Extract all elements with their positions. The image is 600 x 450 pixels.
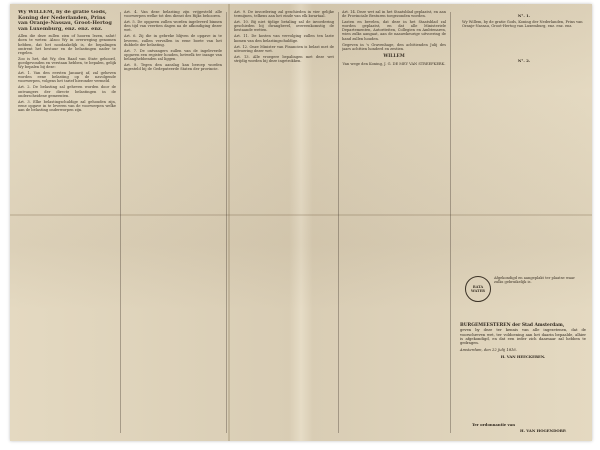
paragraph: Art. 12. Onze Minister van Financien is belast met de uitvoering dezer wet.	[234, 44, 334, 53]
royal-signature: WILLEM	[383, 53, 405, 59]
paragraph: Art. 4. Van deze belasting zijn vrijgesteld alle voorwerpen welke tot den dienst des Rijks behooren.	[124, 10, 222, 19]
column-separator	[226, 12, 227, 433]
section-number: N°. 1.	[517, 13, 531, 18]
proclamation-text: geven by deze ter kennis van alle ingezetenen, dat de voorschreven wet, ter voldoening aan het daarin bepaalde, alhier is afgekondigd, en dat een ieder zich daarnaar zal hebben te gedragen.	[460, 328, 586, 346]
right-column-text: Wy Willem, by de gratie Gods, Koning der Nederlanden, Prins van Oranje-Nassau, Groot-Hertog van Luxemburg, enz. enz. enz.	[462, 20, 583, 29]
paragraph: Art. 7. De ontvangers zullen van de ingeleverde opgaven een register houden, hetwelk ter inzage van belanghebbenden zal liggen.	[124, 48, 222, 61]
paragraph: Art. 14. Deze wet zal in het Staatsblad geplaatst, en aan de Provinciale Besturen toegezonden worden.	[342, 10, 446, 19]
paragraph: Zoo is het, dat Wy, den Raad van State gehoord, goedgevonden en verstaan hebben, te bepalen, gelijk Wy bepalen bij deze:	[18, 56, 116, 70]
paragraph: Art. 9. De invordering zal geschieden in vier gelijke termijnen, telkens aan het einde van elk kwartaal.	[234, 10, 334, 19]
burgomaster-proclamation	[460, 324, 586, 359]
column-separator	[450, 12, 451, 433]
vertical-fold	[228, 4, 230, 441]
paragraph: Art. 8. Tegen den aanslag kan beroep worden ingesteld bij de Gedeputeerde Staten der provincie.	[124, 63, 222, 72]
paragraph: Art. 1. Van den eersten Januarij af, zal geheven worden eene belasting op de navolgende voorwerpen, volgens het tarief hieronder vermeld.	[18, 71, 116, 84]
column-separator	[338, 12, 339, 433]
paragraph: Art. 6. Zij die in gebreke blijven de opgave in te leveren, zullen vervallen in eene boete van het dubbele der belasting.	[124, 34, 222, 47]
column-separator	[120, 12, 121, 433]
right-column	[462, 10, 586, 435]
footer-signature: H. VAN HOGENDORP.	[520, 428, 567, 433]
paragraph: Art. 2. De belasting zal geheven worden door de ontvangers der directe belastingen in de onderscheidene gemeenten.	[18, 85, 116, 98]
opening-line: Wy WILLEM, by de gratie Gods, Koning der Nederlanden, Prins van Oranje-Nassau, Groot-Hertog van Luxemburg, enz. enz. enz.	[18, 10, 112, 32]
section-number: N°. 2.	[517, 57, 531, 63]
paragraph: Art. 3. Elke belastingschuldige zal gehouden zijn, eene opgave in te leveren van de voorwerpen welke aan de belasting onderworpen zijn.	[18, 99, 116, 112]
place-date: Amsterdam, den 22 Julij 1816.	[460, 348, 517, 353]
paragraph: Art. 13. Alle vroegere bepalingen met deze wet strijdig worden bij deze ingetrokken.	[234, 54, 334, 63]
paragraph: Allen die deze zullen zien of hooren lezen, salut! doen te weten: Alzoo Wy in overweging genomen hebben, dat het noodzakelijk is, de bepalingen omtrent het bestuur en de belastingen nader te regelen.	[18, 34, 116, 55]
text-column-4	[342, 10, 446, 435]
footer-label: Ter ordonnantie van	[472, 422, 515, 427]
paragraph: Art. 10. Bij niet tijdige betaling zal de invordering geschieden bij dwangbevel, overeenkomstig de bestaande wetten.	[234, 20, 334, 33]
stamp-text: Afgekondigd en aangeplakt ter plaatse waar zulks gebruikelijk is.	[494, 276, 575, 285]
text-column-1	[18, 10, 116, 435]
burgomaster-signature: H. VAN HEECKEREN.	[500, 354, 546, 359]
seal-stamp: RATA WATER	[465, 276, 491, 302]
paragraph: Gegeven in 's Gravenhage, den achttienden Julij des jaars achttien honderd en zestien.	[342, 42, 446, 51]
text-column-3	[234, 10, 334, 435]
paragraph: Lasten en bevelen, dat deze in het Staatsblad zal worden geplaatst, en dat alle Ministeriele Departementen, Autoriteiten, Collegien en Ambtenaren, wien zulks aangaat, aan de naauwkeurige uitvoering de hand zullen houden.	[342, 20, 446, 41]
proclamation-lead: BURGEMEESTEREN der Stad Amsterdam,	[460, 323, 565, 328]
paragraph: Art. 5. De opgaven zullen worden ingeleverd binnen den tijd van veertien dagen na de afkondiging dezer wet.	[124, 20, 222, 33]
printed-sheet	[10, 4, 592, 441]
text-column-2	[124, 10, 222, 435]
paragraph: Art. 11. De kosten van vervolging zullen ten laste komen van den belastingschuldige.	[234, 34, 334, 43]
countersignature: Van wege den Koning, J. G. DE MEY VAN STREEFKERK.	[342, 61, 446, 66]
